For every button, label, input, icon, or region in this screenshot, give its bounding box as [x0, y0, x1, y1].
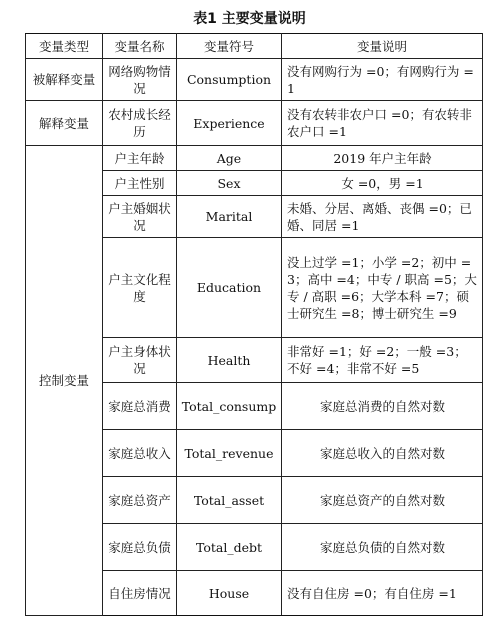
- row-name: 农村成长经历: [103, 101, 177, 146]
- row-symbol: Education: [177, 238, 282, 338]
- row-symbol: Health: [177, 338, 282, 383]
- header-variable-name: 变量名称: [103, 34, 177, 59]
- row-description: 家庭总消费的自然对数: [282, 383, 483, 430]
- header-variable-symbol: 变量符号: [177, 34, 282, 59]
- row-description: 没有农转非农户口 =0；有农转非农户口 =1: [282, 101, 483, 146]
- row-name: 自住房情况: [103, 571, 177, 616]
- row-symbol: Age: [177, 146, 282, 171]
- table-row: [26, 146, 483, 171]
- row-description: 2019 年户主年龄: [282, 146, 483, 171]
- row-description: 家庭总负债的自然对数: [282, 524, 483, 571]
- row-description: 非常好 =1；好 =2；一般 =3；不好 =4；非常不好 =5: [282, 338, 483, 383]
- group-control-variable: 控制变量: [26, 146, 103, 616]
- row-name: 家庭总收入: [103, 430, 177, 477]
- group-explanatory-variable: 解释变量: [26, 101, 103, 146]
- row-symbol: Marital: [177, 196, 282, 238]
- row-name: 户主性别: [103, 171, 177, 196]
- row-symbol: House: [177, 571, 282, 616]
- table-header-row: [26, 34, 483, 59]
- row-symbol: Total_consump: [177, 383, 282, 430]
- header-variable-description: 变量说明: [282, 34, 483, 59]
- row-description: 没上过学 =1；小学 =2；初中 =3；高中 =4；中专 / 职高 =5；大专 / 高职 =6；大学本科 =7；硕士研究生 =8；博士研究生 =9: [282, 238, 483, 338]
- row-description: 没有网购行为 =0；有网购行为 =1: [282, 59, 483, 101]
- row-description: 女 =0，男 =1: [282, 171, 483, 196]
- table-caption: 表1 主要变量说明: [193, 11, 306, 27]
- row-name: 户主身体状况: [103, 338, 177, 383]
- row-name: 家庭总资产: [103, 477, 177, 524]
- table-row: [26, 59, 483, 101]
- row-symbol: Experience: [177, 101, 282, 146]
- row-symbol: Consumption: [177, 59, 282, 101]
- row-name: 户主年龄: [103, 146, 177, 171]
- row-name: 户主婚姻状况: [103, 196, 177, 238]
- variables-table: [25, 33, 483, 616]
- row-symbol: Total_debt: [177, 524, 282, 571]
- table-row: [26, 101, 483, 146]
- row-description: 未婚、分居、离婚、丧偶 =0；已婚、同居 =1: [282, 196, 483, 238]
- row-name: 家庭总消费: [103, 383, 177, 430]
- header-variable-type: 变量类型: [26, 34, 103, 59]
- row-name: 户主文化程度: [103, 238, 177, 338]
- row-name: 网络购物情况: [103, 59, 177, 101]
- row-symbol: Total_asset: [177, 477, 282, 524]
- row-symbol: Sex: [177, 171, 282, 196]
- row-name: 家庭总负债: [103, 524, 177, 571]
- row-description: 家庭总资产的自然对数: [282, 477, 483, 524]
- row-symbol: Total_revenue: [177, 430, 282, 477]
- group-dependent-variable: 被解释变量: [26, 59, 103, 101]
- row-description: 家庭总收入的自然对数: [282, 430, 483, 477]
- row-description: 没有自住房 =0；有自住房 =1: [282, 571, 483, 616]
